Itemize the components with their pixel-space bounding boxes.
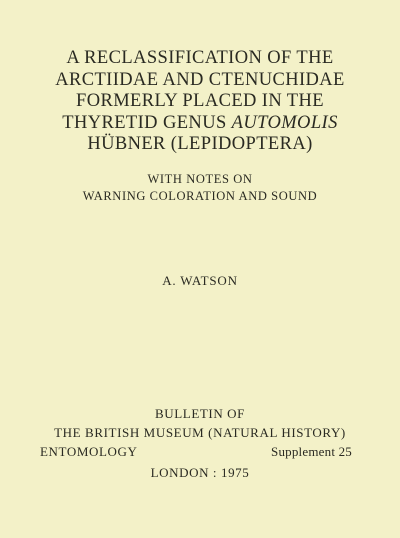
subtitle-line-2: WARNING COLORATION AND SOUND [82,188,318,203]
bulletin-line-1: BULLETIN OF [154,406,245,421]
title-line-4-prefix: THYRETID GENUS [62,112,232,133]
subtitle-block [0,171,400,204]
series-row [40,442,352,461]
author: A. WATSON [162,273,238,288]
series-name: ENTOMOLOGY [40,444,138,459]
title-line-4 [0,113,400,135]
title-line-5: HÜBNER (LEPIDOPTERA) [87,134,313,154]
title-line-3: FORMERLY PLACED IN THE [76,91,324,111]
title-line-1: A RECLASSIFICATION OF THE [66,48,334,68]
genus-name: AUTOMOLIS [231,112,338,133]
imprint: LONDON : 1975 [150,465,250,480]
title-line-2: ARCTIIDAE AND CTENUCHIDAE [55,69,345,90]
subtitle-line-1: WITH NOTES ON [147,172,253,186]
bulletin-block [0,404,400,442]
title-block [0,48,400,156]
bulletin-line-2: THE BRITISH MUSEUM (NATURAL HISTORY) [54,425,346,440]
supplement-number: Supplement 25 [271,444,352,459]
